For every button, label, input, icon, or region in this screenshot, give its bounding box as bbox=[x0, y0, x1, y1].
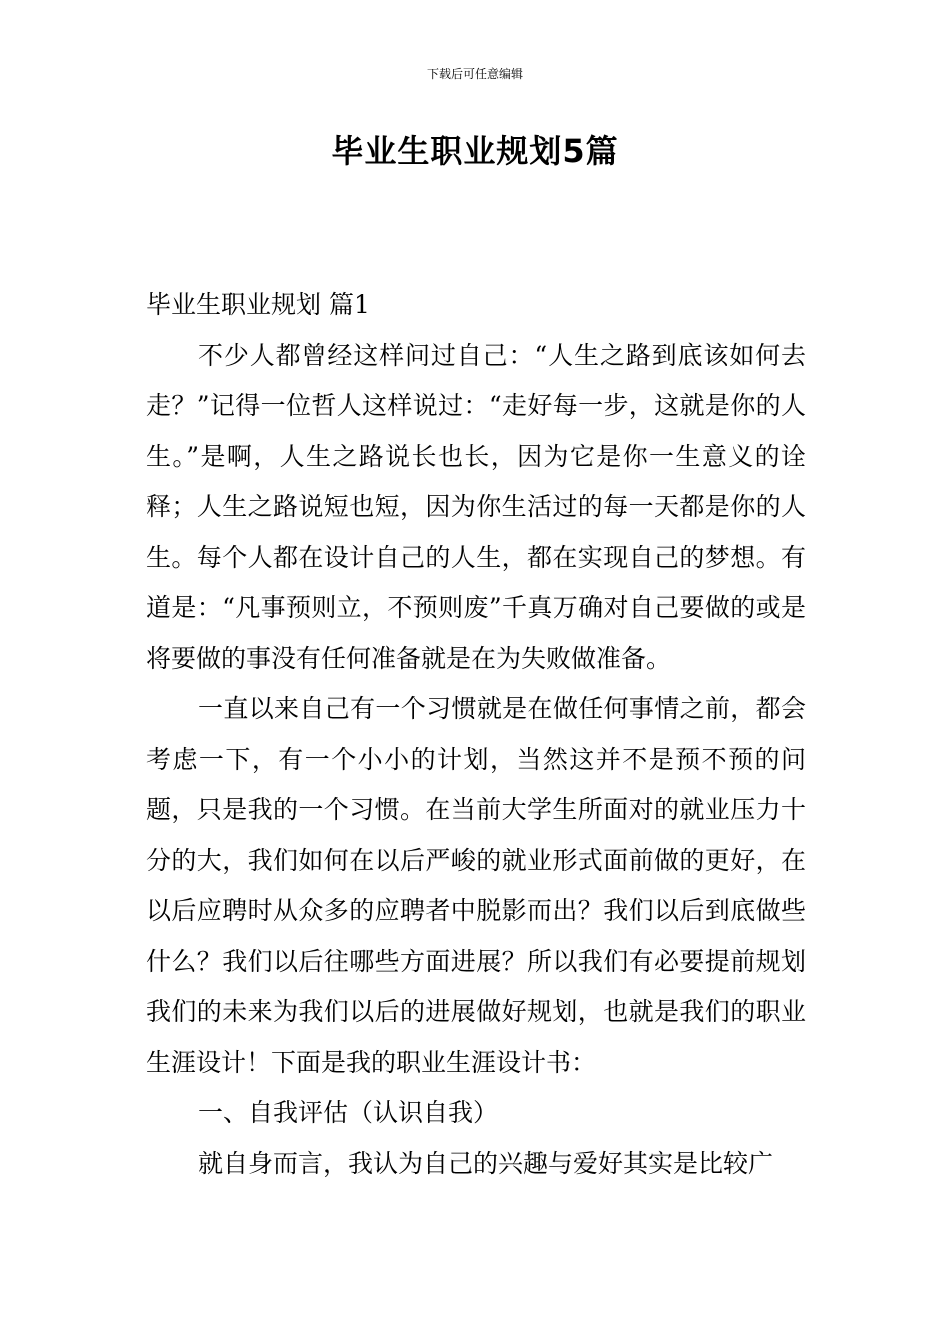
header-note: 下载后可任意编辑 bbox=[426, 67, 523, 81]
subsection-heading: 一、自我评估（认识自我） bbox=[198, 1098, 499, 1127]
section-heading: 毕业生职业规划 篇1 bbox=[146, 290, 370, 319]
paragraph-1: 不少人都曾经这样问过自己：“人生之路到底该如何去走？”记得一位哲人这样说过：“走好每一步，这就是你的人生。”是啊，人生之路说长也长，因为它是你一生意义的诠释；人生之路说短也短，因为你生活过的每一天都是你的人生。每个人都在设计自己的人生，都在实现自己的梦想。有道是：“凡事预则立，不预则废”千真万确对自己要做的或是将要做的事没有任何准备就是在为失败做准备。 bbox=[146, 340, 806, 673]
document-title: 毕业生职业规划5篇 bbox=[331, 132, 619, 170]
paragraph-3: 就自身而言，我认为自己的兴趣与爱好其实是比较广 bbox=[198, 1148, 774, 1178]
paragraph-2: 一直以来自己有一个习惯就是在做任何事情之前，都会考虑一下，有一个小小的计划，当然这并不是预不预的问题，只是我的一个习惯。在当前大学生所面对的就业压力十分的大，我们如何在以后严峻的就业形式面前做的更好，在以后应聘时从众多的应聘者中脱影而出？我们以后到底做些什么？我们以后往哪些方面进展？所以我们有必要提前规划我们的未来为我们以后的进展做好规划，也就是我们的职业生涯设计！下面是我的职业生涯设计书： bbox=[146, 694, 806, 1077]
document-body bbox=[146, 280, 806, 1189]
